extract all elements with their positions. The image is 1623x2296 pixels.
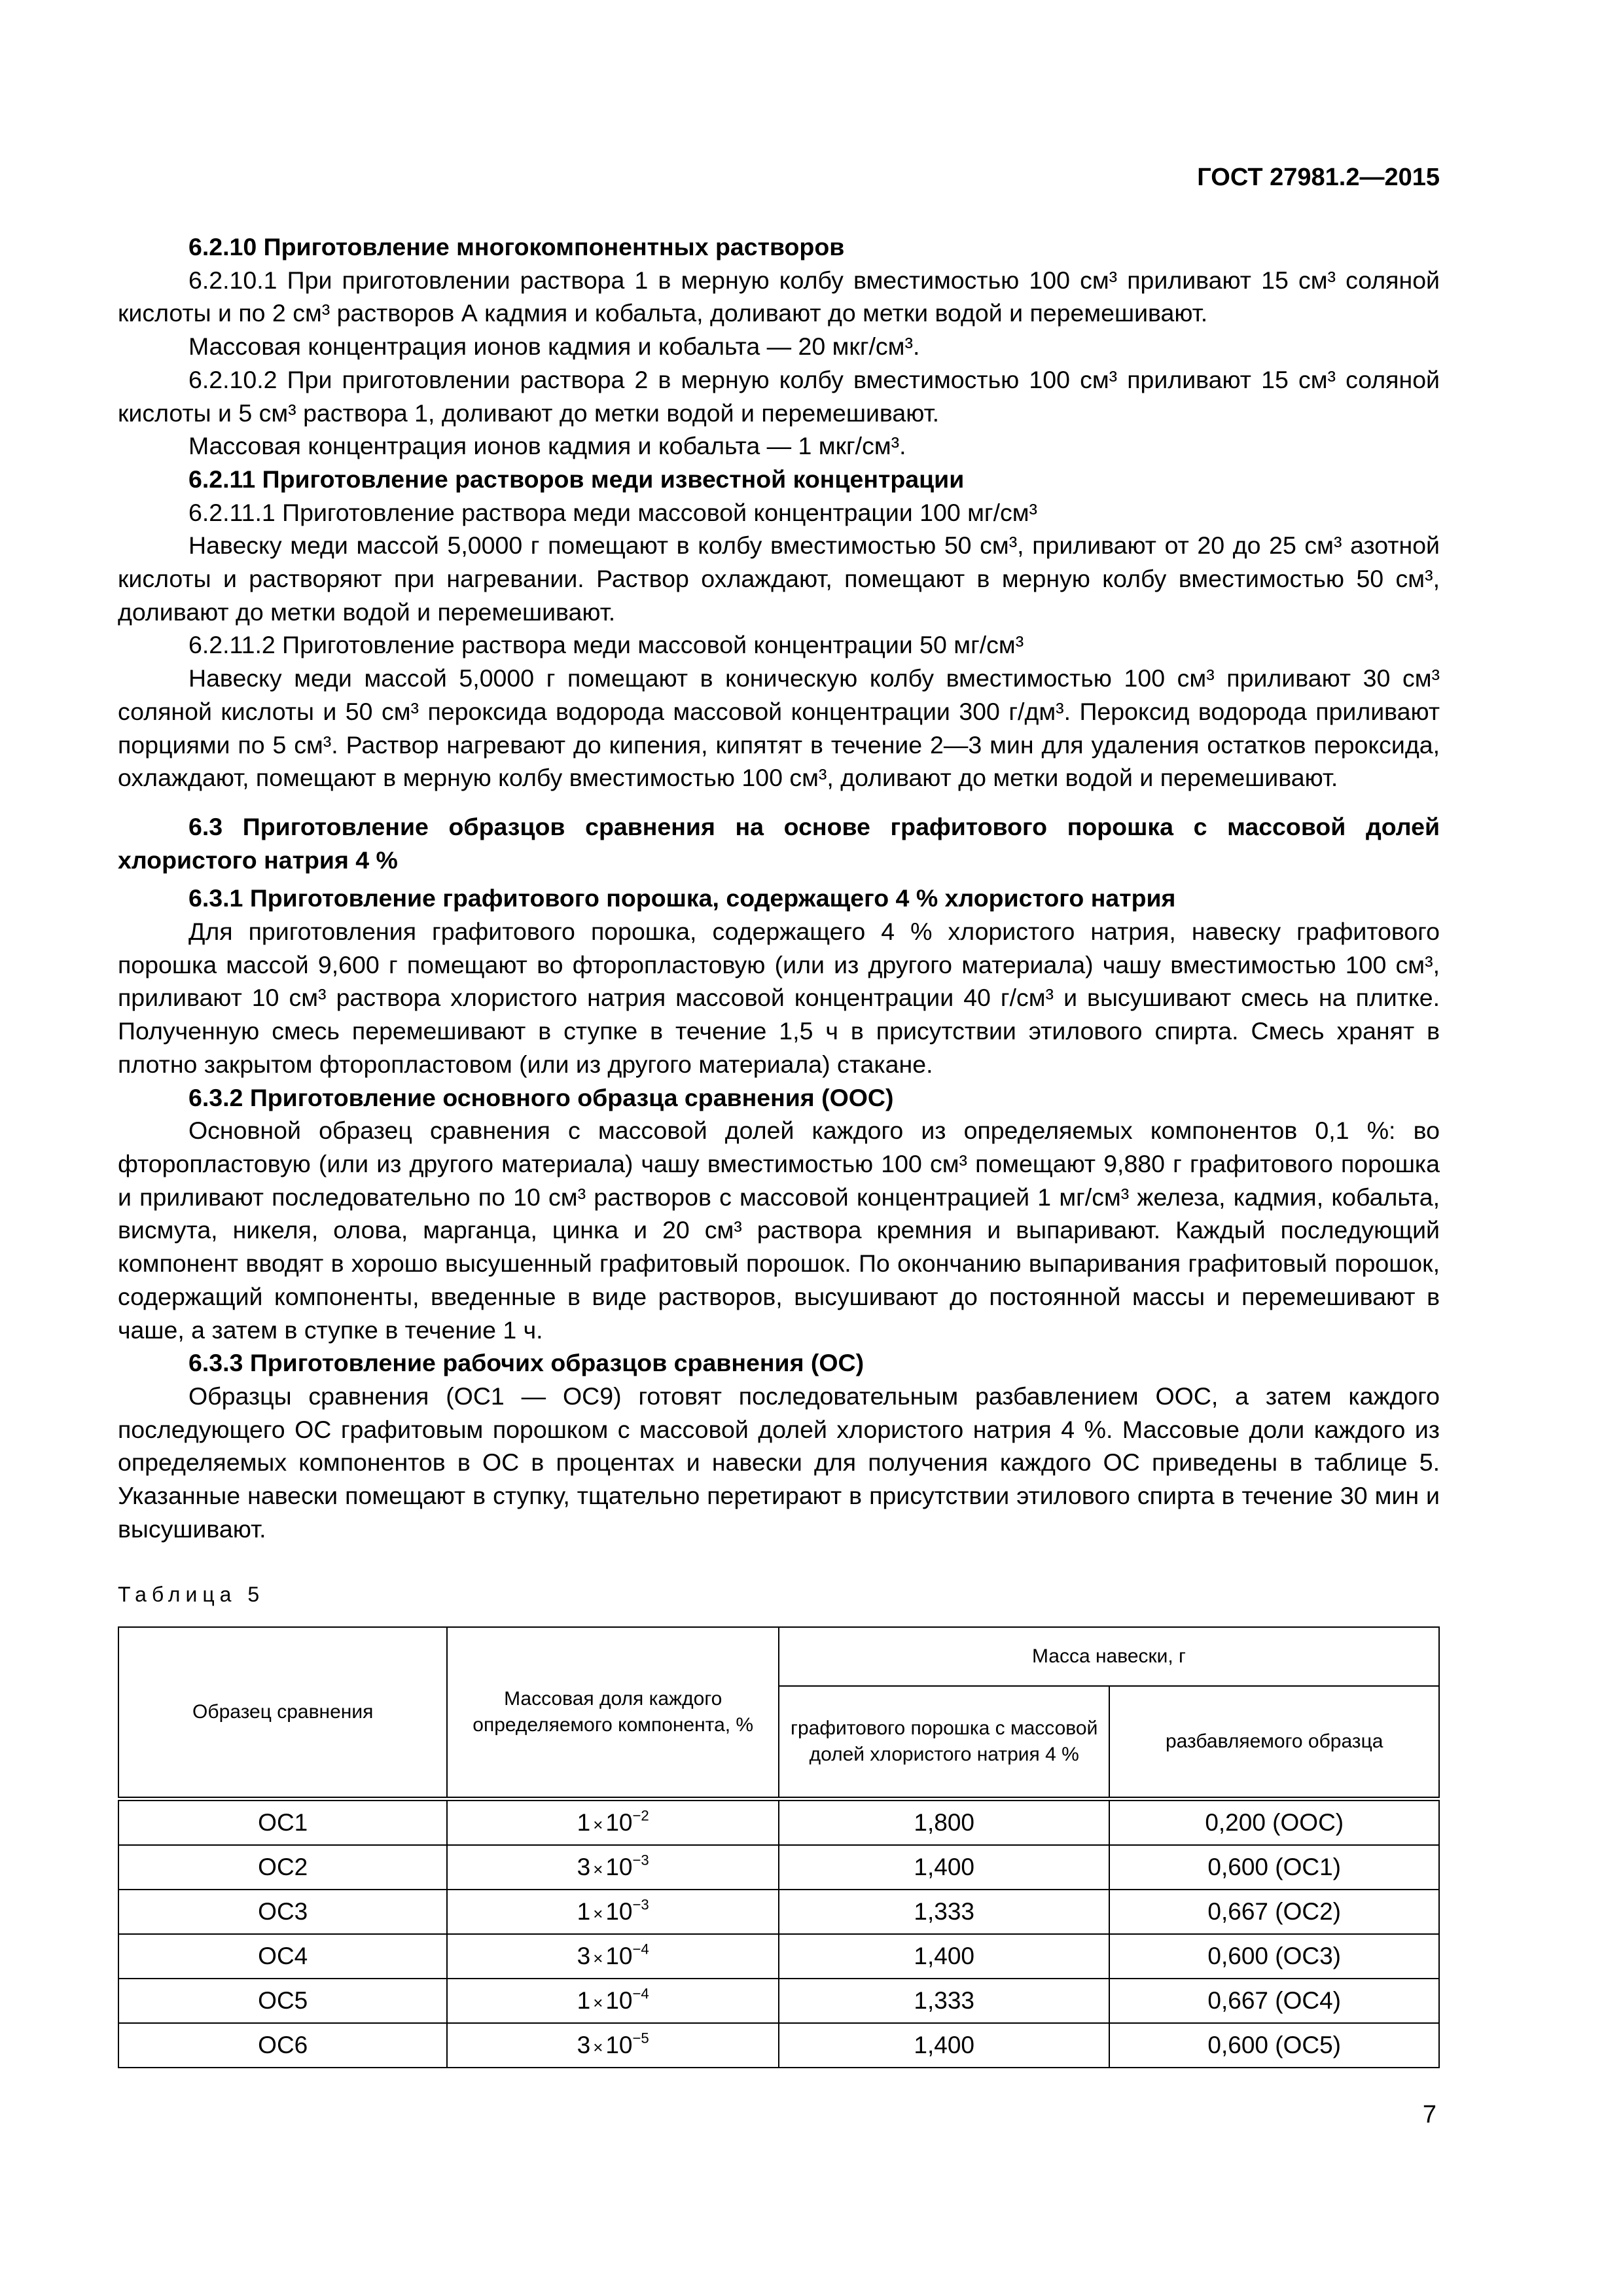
- times-sign: ×: [593, 1816, 603, 1835]
- cell-fraction: [447, 1799, 779, 1846]
- header-graphite: графитового порошка с массовой долей хлористого натрия 4 %: [779, 1686, 1109, 1799]
- paragraph: 6.2.10.1 При приготовлении раствора 1 в мерную колбу вместимостью 100 см³ приливают 15 см³ соляной кислоты и по 2 см³ растворов А кадмия и кобальта, доливают до метки водой и перемешивают.: [118, 266, 1440, 327]
- base: 10: [605, 1809, 633, 1836]
- mantissa: 1: [577, 1987, 591, 2014]
- cell-fraction: [447, 1890, 779, 1934]
- exponent: −4: [632, 1941, 649, 1958]
- cell-diluted-mass: 0,600 (ОС1): [1109, 1845, 1439, 1890]
- table-row: [118, 1934, 1439, 1979]
- cell-graphite-mass: 1,400: [779, 1934, 1109, 1979]
- section-heading-6-3: 6.3 Приготовление образцов сравнения на основе графитового порошка с массовой долей хлористого натрия 4 %: [118, 812, 1440, 874]
- cell-fraction: [447, 2023, 779, 2068]
- cell-sample: ОС2: [118, 1845, 447, 1890]
- cell-fraction: [447, 1845, 779, 1890]
- base: 10: [605, 2032, 633, 2058]
- base: 10: [605, 1854, 633, 1880]
- page-number: 7: [1422, 2101, 1436, 2128]
- exponent: −3: [632, 1896, 649, 1913]
- paragraph: Навеску меди массой 5,0000 г помещают в колбу вместимостью 50 см³, приливают от 20 до 25 см³ азотной кислоты и растворяют при нагревании. Раствор охлаждают, помещают в мерную колбу вместимостью 50 см³, доливают до метки водой и перемешивают.: [118, 531, 1440, 626]
- table-row: [118, 1799, 1439, 1846]
- header-mass: Масса навески, г: [779, 1627, 1439, 1686]
- times-sign: ×: [593, 2039, 603, 2057]
- cell-sample: ОС4: [118, 1934, 447, 1979]
- section-heading-6-3-2: 6.3.2 Приготовление основного образца сравнения (ООС): [188, 1083, 894, 1111]
- table-row: [118, 1890, 1439, 1934]
- base: 10: [605, 1943, 633, 1969]
- mantissa: 3: [577, 2032, 591, 2058]
- cell-diluted-mass: 0,200 (ООС): [1109, 1799, 1439, 1846]
- cell-sample: ОС3: [118, 1890, 447, 1934]
- exponent: −5: [632, 2030, 649, 2047]
- paragraph: 6.2.11.2 Приготовление раствора меди массовой концентрации 50 мг/см³: [188, 631, 1024, 659]
- cell-fraction: [447, 1934, 779, 1979]
- cell-diluted-mass: 0,667 (ОС2): [1109, 1890, 1439, 1934]
- mantissa: 1: [577, 1898, 591, 1925]
- cell-graphite-mass: 1,400: [779, 2023, 1109, 2068]
- header-fraction: Массовая доля каждого определяемого компонента, %: [447, 1627, 779, 1799]
- cell-diluted-mass: 0,600 (ОС5): [1109, 2023, 1439, 2068]
- table-row: [118, 1979, 1439, 2023]
- base: 10: [605, 1898, 633, 1925]
- cell-sample: ОС1: [118, 1799, 447, 1846]
- times-sign: ×: [593, 1905, 603, 1924]
- mantissa: 1: [577, 1809, 591, 1836]
- document-code: ГОСТ 27981.2—2015: [1197, 164, 1440, 191]
- section-heading-6-3-3: 6.3.3 Приготовление рабочих образцов сравнения (ОС): [188, 1349, 865, 1377]
- paragraph: Образцы сравнения (ОС1 — ОС9) готовят последовательным разбавлением ООС, а затем каждого последующего ОС графитовым порошком с массовой долей хлористого натрия 4 %. Массовые доли каждого из определяемых компонентов в ОС в процентах и навески для получения каждого ОС приведены в таблице 5. Указанные навески помещают в ступку, тщательно перетирают в присутствии этилового спирта в течение 30 мин и высушивают.: [118, 1382, 1440, 1543]
- times-sign: ×: [593, 1950, 603, 1968]
- exponent: −3: [632, 1852, 649, 1869]
- header-diluted: разбавляемого образца: [1109, 1686, 1439, 1799]
- cell-diluted-mass: 0,667 (ОС4): [1109, 1979, 1439, 2023]
- cell-graphite-mass: 1,333: [779, 1979, 1109, 2023]
- cell-graphite-mass: 1,800: [779, 1799, 1109, 1846]
- header-sample: Образец сравнения: [118, 1627, 447, 1799]
- paragraph: 6.2.10.2 При приготовлении раствора 2 в мерную колбу вместимостью 100 см³ приливают 15 см³ соляной кислоты и 5 см³ раствора 1, доливают до метки водой и перемешивают.: [118, 365, 1440, 427]
- base: 10: [605, 1987, 633, 2014]
- cell-sample: ОС5: [118, 1979, 447, 2023]
- paragraph: Для приготовления графитового порошка, содержащего 4 % хлористого натрия, навеску графитового порошка массой 9,600 г помещают во фторопластовую (или из другого материала) чашу вместимостью 100 см³, приливают 10 см³ раствора хлористого натрия массовой концентрации 40 г/см³ и высушивают смесь на плитке. Полученную смесь перемешивают в ступке в течение 1,5 ч в присутствии этилового спирта. Смесь хранят в плотно закрытом фторопластовом (или из другого материала) стакане.: [118, 918, 1440, 1078]
- cell-graphite-mass: 1,400: [779, 1845, 1109, 1890]
- section-heading-6-3-1: 6.3.1 Приготовление графитового порошка, содержащего 4 % хлористого натрия: [188, 884, 1176, 912]
- paragraph: Основной образец сравнения с массовой долей каждого из определяемых компонентов 0,1 %: во фторопластовую (или из другого материала) чашу вместимостью 100 см³ помещают 9,880 г графитового порошка и приливают последовательно по 10 см³ растворов с массовой концентрацией 1 мг/см³ железа, кадмия, кобальта, висмута, никеля, олова, марганца, цинка и 20 см³ раствора кремния и выпаривают. Каждый последующий компонент вводят в хорошо высушенный графитовый порошок. По окончанию выпаривания графитовый порошок, содержащий компоненты, введенные в виде растворов, высушивают до постоянной массы и перемешивают в чаше, а затем в ступке в течение 1 ч.: [118, 1117, 1440, 1344]
- times-sign: ×: [593, 1994, 603, 2013]
- exponent: −2: [632, 1807, 649, 1824]
- table-caption: Таблица 5: [118, 1583, 265, 1606]
- mantissa: 3: [577, 1854, 591, 1880]
- cell-graphite-mass: 1,333: [779, 1890, 1109, 1934]
- table-row: [118, 1845, 1439, 1890]
- cell-sample: ОС6: [118, 2023, 447, 2068]
- cell-fraction: [447, 1979, 779, 2023]
- times-sign: ×: [593, 1861, 603, 1879]
- section-heading-6-2-10: 6.2.10 Приготовление многокомпонентных растворов: [188, 233, 845, 260]
- section-heading-6-2-11: 6.2.11 Приготовление растворов меди известной концентрации: [188, 465, 965, 493]
- paragraph: 6.2.11.1 Приготовление раствора меди массовой концентрации 100 мг/см³: [188, 498, 1038, 526]
- mantissa: 3: [577, 1943, 591, 1969]
- exponent: −4: [632, 1985, 649, 2002]
- body-text: [118, 230, 1440, 1545]
- cell-diluted-mass: 0,600 (ОС3): [1109, 1934, 1439, 1979]
- table-row: [118, 2023, 1439, 2068]
- paragraph: Массовая концентрация ионов кадмия и кобальта — 1 мкг/см³.: [188, 432, 906, 460]
- table-5: [118, 1626, 1440, 2068]
- paragraph: Навеску меди массой 5,0000 г помещают в коническую колбу вместимостью 100 см³ приливают 30 см³ соляной кислоты и 50 см³ пероксида водорода массовой концентрации 300 г/дм³. Пероксид водорода приливают порциями по 5 см³. Раствор нагревают до кипения, кипятят в течение 2—3 мин для удаления остатков пероксида, охлаждают, помещают в мерную колбу вместимостью 100 см³, доливают до метки водой и перемешивают.: [118, 664, 1440, 792]
- paragraph: Массовая концентрация ионов кадмия и кобальта — 20 мкг/см³.: [188, 332, 920, 361]
